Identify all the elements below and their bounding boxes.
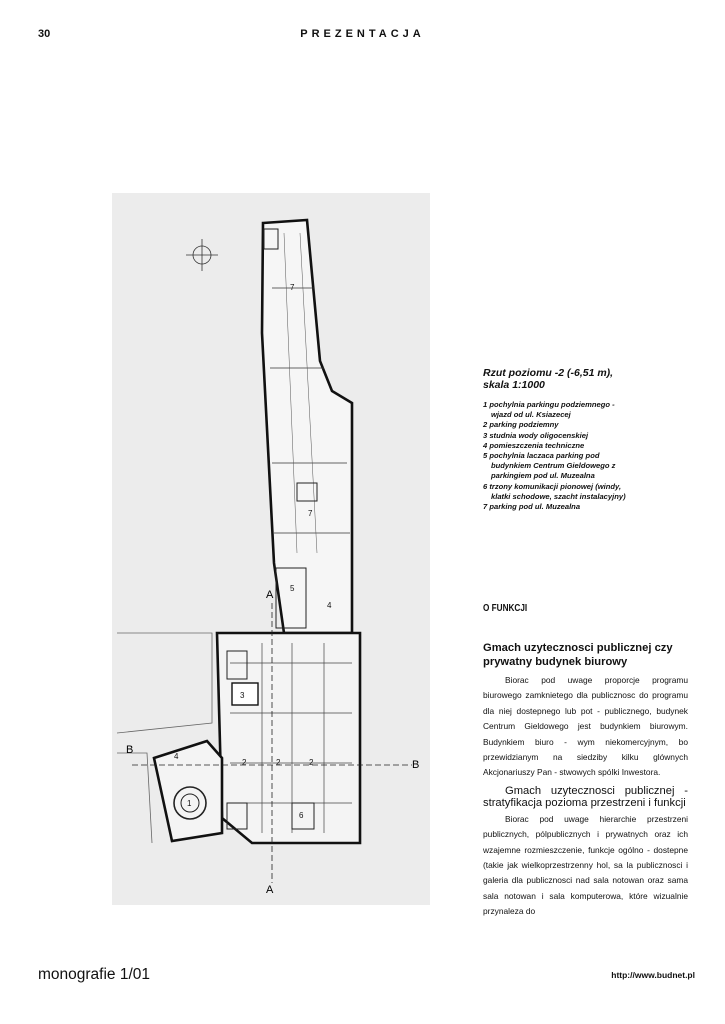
article-paragraph: Biorac pod uwage proporcje programu biurowego zamknietego dla publicznosc do programu dla niej dostepnego lub pot - publicznego, budynek Centrum Gieldowego jest budynkiem biurowym. Budynkiem biuro - wym niekomercyjnym, bo przewidzianym na siedziby kilku glównych Akcjonariuszy Pan - stwowych spólki Inwestora. <box>483 675 688 778</box>
room-label: 1 <box>187 799 192 808</box>
room-label: 7 <box>290 283 295 292</box>
section-a-bottom-label: A <box>266 884 274 896</box>
legend-item: 7 parking pod ul. Muzealna <box>483 502 581 512</box>
publication-title: monografie 1/01 <box>38 966 151 983</box>
article-heading: Gmach uzytecznosci publicznej czy prywatny budynek biurowy <box>483 642 673 668</box>
room-label: 5 <box>290 584 295 593</box>
caption-title-line: skala 1:1000 <box>483 379 545 391</box>
legend-item: 6 trzony komunikacji pionowej (windy, <box>483 481 622 491</box>
room-label: 2 <box>242 758 247 767</box>
floor-plan <box>112 193 430 905</box>
main-building-footprint <box>217 633 360 843</box>
section-header: PREZENTACJA <box>300 28 425 40</box>
room-label: 2 <box>276 758 281 767</box>
legend-item: 2 parking podziemny <box>483 420 559 430</box>
legend-item: 3 studnia wody oligocenskiej <box>483 430 589 440</box>
room-label: 6 <box>299 811 304 820</box>
legend-item: budynkiem Centrum Gieldowego z <box>491 461 616 471</box>
section-a-top-label: A <box>266 589 274 601</box>
caption-title <box>483 367 703 391</box>
legend-item: parkingiem pod ul. Muzealna <box>491 471 595 481</box>
legend-item: klatki schodowe, szacht instalacyjny) <box>491 491 626 501</box>
section-b-left-label: B <box>126 744 134 756</box>
page-number: 30 <box>38 28 51 40</box>
website-link[interactable]: http://www.budnet.pl <box>611 970 695 980</box>
article-paragraph: Biorac pod uwage hierarchie przestrzeni publicznych, pólpublicznych i prywatnych oraz ich wzajemne rozmieszczenie, funkcje ogólno - dostepne (takie jak wielkoprzestrzenny hol, sa la publicznosci i galeria dla publicznosci nad sala notowan oraz sama sala notowan i sala komputerowa, które wizualnie przynaleza do <box>483 813 688 917</box>
floor-plan-drawing <box>112 193 430 905</box>
plan-caption <box>483 367 703 512</box>
caption-title-line: Rzut poziomu -2 (-6,51 m), <box>483 367 614 379</box>
legend-item: 5 pochylnia laczaca parking pod <box>483 451 600 461</box>
section-b-right-label: B <box>412 759 420 771</box>
plan-legend <box>483 400 703 512</box>
legend-item: wjazd od ul. Ksiazecej <box>491 410 571 420</box>
legend-item: 1 pochylnia parkingu podziemnego - <box>483 400 615 409</box>
room-label: 7 <box>308 509 313 518</box>
room-label: 2 <box>309 758 314 767</box>
section-label: O FUNKCJI <box>483 603 528 614</box>
legend-item: 4 pomieszczenia techniczne <box>483 440 585 450</box>
article <box>483 641 688 920</box>
room-label: 4 <box>327 601 332 610</box>
room-label: 4 <box>174 752 179 761</box>
article-subheading: Gmach uzytecznosci publicznej - stratyfikacja pozioma przestrzeni i funkcji <box>483 784 688 810</box>
room-label: 3 <box>240 691 245 700</box>
